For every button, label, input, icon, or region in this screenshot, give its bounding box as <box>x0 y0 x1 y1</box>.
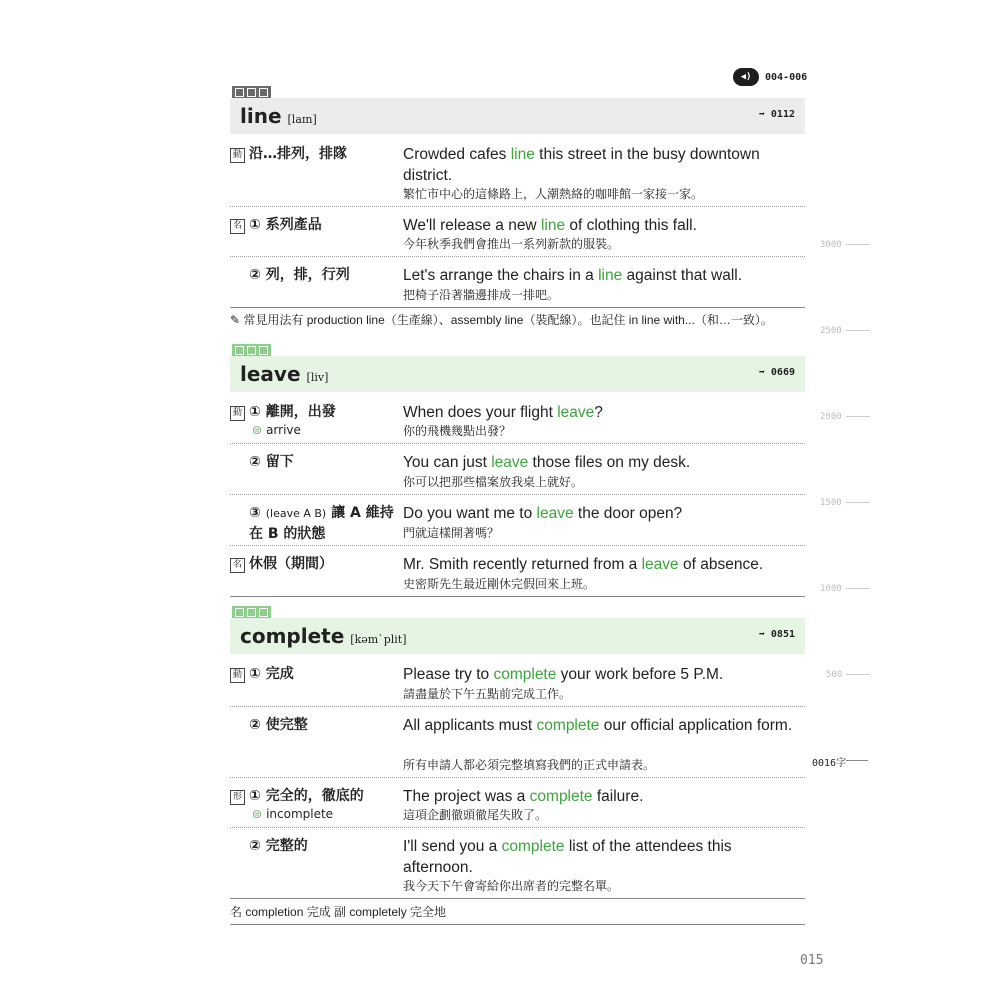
sense-row: 動 ① 完成 Please try to complete your work before 5 P.M. 請盡量於下午五點前完成工作。 <box>230 656 805 707</box>
headword: leave [liv] <box>240 362 329 386</box>
page-number: 015 <box>800 953 824 968</box>
progress-scale-mark: 1000 <box>820 584 870 594</box>
audio-track[interactable] <box>733 68 807 86</box>
progress-scale-mark: 2500 <box>820 326 870 336</box>
progress-scale-mark: 1500 <box>820 498 870 508</box>
word-progress-marker: 0016字 <box>812 754 846 769</box>
progress-scale-mark: 3000 <box>820 240 870 250</box>
cross-reference: ➡ 0112 <box>758 109 795 120</box>
headword-bar <box>230 618 805 654</box>
sense-row: ② 使完整 All applicants must complete our official application form. 所有申請人都必須完整填寫我們的正式申請表。 <box>230 707 805 778</box>
speaker-icon[interactable]: ◀) <box>733 68 759 86</box>
sense-row: ③ (leave A B) 讓 A 維持在 B 的狀態 Do you want me to leave the door open? 門就這樣開著嗎？ <box>230 495 805 546</box>
headword-bar <box>230 356 805 392</box>
sense-row: 動 ① 離開，出發 ⊜ arrive When does your flight leave? 你的飛機幾點出發？ <box>230 394 805 444</box>
usage-note: ✎ 常見用法有 production line（生產線）、assembly line（裝配線）。也記住 in line with...（和…一致）。 <box>230 313 773 327</box>
sense-row: ② 完整的 I'll send you a complete list of the attendees this afternoon. 我今天下午會寄給你出席者的完整名單。 <box>230 828 805 899</box>
sense-row: ② 列，排，行列 Let's arrange the chairs in a line against that wall. 把椅子沿著牆邊排成一排吧。 <box>230 257 805 308</box>
headword: line [laɪn] <box>240 104 317 128</box>
derivation-note: 名 completion 完成 副 completely 完全地 <box>230 900 805 925</box>
sense-row: 名 休假（期間） Mr. Smith recently returned from a leave of absence. 史密斯先生最近剛休完假回來上班。 <box>230 546 805 597</box>
headword-bar <box>230 98 805 134</box>
cross-reference: ➡ 0669 <box>758 367 795 378</box>
progress-scale-mark: 500 <box>826 670 870 680</box>
sense-row: 動 沿…排列，排隊 Crowded cafes line this street in the busy downtown district. 繁忙市中心的這條路上，人潮熱絡的咖啡館一家接一家。 <box>230 136 805 207</box>
sense-row: ② 留下 You can just leave those files on my desk. 你可以把那些檔案放我桌上就好。 <box>230 444 805 495</box>
cross-reference: ➡ 0851 <box>758 629 795 640</box>
headword: complete [kəm`plit] <box>240 624 407 648</box>
sense-row: 名 ① 系列產品 We'll release a new line of clothing this fall. 今年秋季我們會推出一系列新款的服裝。 <box>230 207 805 257</box>
audio-code: 004-006 <box>765 71 808 83</box>
sense-row: 形 ① 完全的，徹底的 ⊜ incomplete The project was a complete failure. 這項企劃徹頭徹尾失敗了。 <box>230 778 805 828</box>
progress-scale-mark: 2000 <box>820 412 870 422</box>
